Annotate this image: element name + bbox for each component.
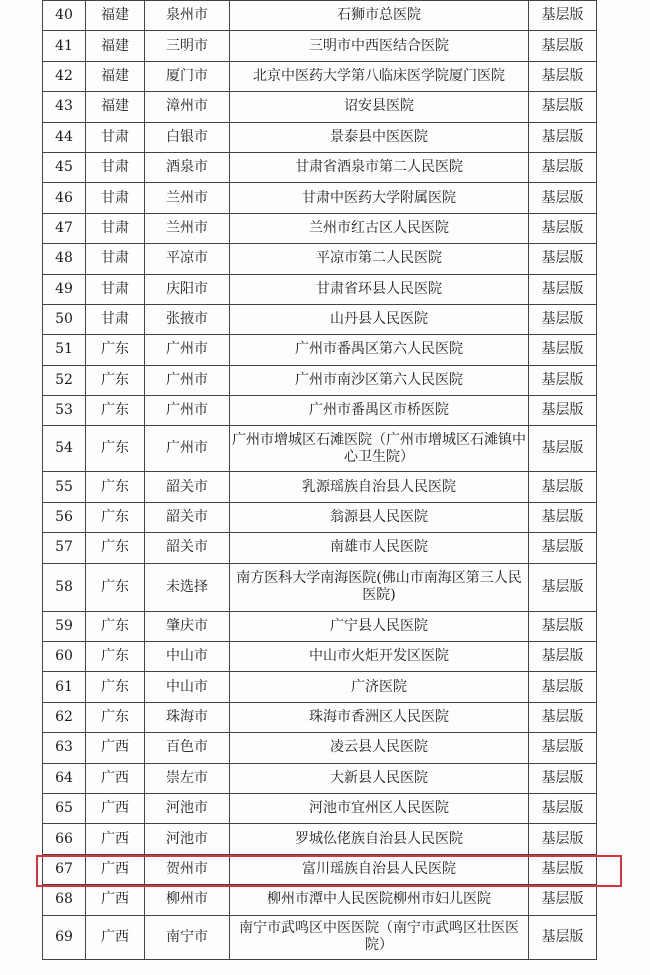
cell-province: 广西 [86, 885, 145, 915]
cell-province: 甘肃 [86, 183, 145, 213]
cell-version: 基层版 [529, 244, 597, 274]
table-row [43, 472, 597, 502]
cell-city: 河池市 [145, 793, 230, 823]
table-row [43, 335, 597, 365]
cell-hospital: 甘肃省环县人民医院 [230, 274, 529, 304]
cell-hospital: 平凉市第二人民医院 [230, 244, 529, 274]
table-row [43, 244, 597, 274]
cell-hospital: 兰州市红古区人民医院 [230, 213, 529, 243]
cell-hospital: 广州市增城区石滩医院（广州市增城区石滩镇中心卫生院） [230, 426, 529, 472]
cell-city: 兰州市 [145, 213, 230, 243]
cell-version: 基层版 [529, 563, 597, 611]
cell-no: 59 [43, 611, 86, 641]
cell-no: 69 [43, 915, 86, 959]
cell-city: 未选择 [145, 563, 230, 611]
cell-no: 63 [43, 733, 86, 763]
table-row [43, 426, 597, 472]
cell-version: 基层版 [529, 426, 597, 472]
cell-hospital: 北京中医药大学第八临床医学院厦门医院 [230, 61, 529, 91]
cell-city: 韶关市 [145, 533, 230, 563]
cell-city: 韶关市 [145, 472, 230, 502]
cell-province: 广东 [86, 502, 145, 532]
cell-no: 40 [43, 1, 86, 31]
cell-city: 广州市 [145, 396, 230, 426]
cell-version: 基层版 [529, 122, 597, 152]
table-row [43, 854, 597, 884]
cell-province: 福建 [86, 31, 145, 61]
cell-no: 67 [43, 854, 86, 884]
cell-province: 福建 [86, 1, 145, 31]
table-row [43, 92, 597, 122]
cell-no: 58 [43, 563, 86, 611]
table-row [43, 213, 597, 243]
table-row [43, 396, 597, 426]
cell-no: 65 [43, 793, 86, 823]
cell-version: 基层版 [529, 854, 597, 884]
cell-city: 庆阳市 [145, 274, 230, 304]
cell-no: 64 [43, 763, 86, 793]
cell-hospital: 广济医院 [230, 672, 529, 702]
cell-no: 47 [43, 213, 86, 243]
cell-no: 44 [43, 122, 86, 152]
table-row [43, 763, 597, 793]
cell-no: 57 [43, 533, 86, 563]
cell-no: 54 [43, 426, 86, 472]
cell-version: 基层版 [529, 472, 597, 502]
cell-hospital: 三明市中西医结合医院 [230, 31, 529, 61]
cell-no: 68 [43, 885, 86, 915]
cell-hospital: 景泰县中医医院 [230, 122, 529, 152]
cell-version: 基层版 [529, 92, 597, 122]
cell-version: 基层版 [529, 533, 597, 563]
table-row [43, 61, 597, 91]
cell-no: 56 [43, 502, 86, 532]
cell-no: 62 [43, 702, 86, 732]
cell-version: 基层版 [529, 502, 597, 532]
cell-hospital: 罗城仫佬族自治县人民医院 [230, 824, 529, 854]
table-row [43, 31, 597, 61]
table-row [43, 642, 597, 672]
cell-city: 崇左市 [145, 763, 230, 793]
cell-province: 广东 [86, 426, 145, 472]
cell-version: 基层版 [529, 61, 597, 91]
cell-version: 基层版 [529, 611, 597, 641]
table-row [43, 502, 597, 532]
table-row [43, 1, 597, 31]
cell-province: 广西 [86, 915, 145, 959]
cell-version: 基层版 [529, 824, 597, 854]
cell-province: 广东 [86, 642, 145, 672]
cell-province: 广东 [86, 672, 145, 702]
cell-province: 甘肃 [86, 244, 145, 274]
cell-province: 广东 [86, 611, 145, 641]
cell-no: 52 [43, 365, 86, 395]
cell-city: 肇庆市 [145, 611, 230, 641]
cell-hospital: 广州市南沙区第六人民医院 [230, 365, 529, 395]
cell-hospital: 南雄市人民医院 [230, 533, 529, 563]
cell-no: 43 [43, 92, 86, 122]
cell-no: 46 [43, 183, 86, 213]
cell-no: 41 [43, 31, 86, 61]
cell-city: 柳州市 [145, 885, 230, 915]
table-row [43, 672, 597, 702]
cell-city: 百色市 [145, 733, 230, 763]
cell-no: 51 [43, 335, 86, 365]
cell-province: 广东 [86, 365, 145, 395]
cell-city: 中山市 [145, 642, 230, 672]
cell-city: 厦门市 [145, 61, 230, 91]
cell-no: 60 [43, 642, 86, 672]
cell-province: 甘肃 [86, 274, 145, 304]
cell-version: 基层版 [529, 152, 597, 182]
cell-city: 贺州市 [145, 854, 230, 884]
cell-province: 广西 [86, 824, 145, 854]
cell-city: 广州市 [145, 335, 230, 365]
table-row [43, 885, 597, 915]
cell-version: 基层版 [529, 274, 597, 304]
cell-city: 广州市 [145, 365, 230, 395]
cell-hospital: 柳州市潭中人民医院柳州市妇儿医院 [230, 885, 529, 915]
cell-no: 42 [43, 61, 86, 91]
cell-version: 基层版 [529, 213, 597, 243]
cell-version: 基层版 [529, 885, 597, 915]
cell-version: 基层版 [529, 763, 597, 793]
cell-version: 基层版 [529, 1, 597, 31]
cell-province: 甘肃 [86, 213, 145, 243]
cell-city: 中山市 [145, 672, 230, 702]
cell-no: 49 [43, 274, 86, 304]
table-row [43, 702, 597, 732]
cell-no: 53 [43, 396, 86, 426]
cell-version: 基层版 [529, 733, 597, 763]
cell-no: 50 [43, 304, 86, 334]
cell-version: 基层版 [529, 793, 597, 823]
table-row [43, 793, 597, 823]
cell-no: 48 [43, 244, 86, 274]
cell-city: 平凉市 [145, 244, 230, 274]
table-row [43, 733, 597, 763]
table-row [43, 274, 597, 304]
cell-version: 基层版 [529, 672, 597, 702]
cell-city: 漳州市 [145, 92, 230, 122]
cell-city: 广州市 [145, 426, 230, 472]
table-row [43, 365, 597, 395]
table-row [43, 824, 597, 854]
cell-province: 福建 [86, 61, 145, 91]
cell-city: 南宁市 [145, 915, 230, 959]
cell-province: 广西 [86, 733, 145, 763]
cell-province: 甘肃 [86, 152, 145, 182]
table-row [43, 915, 597, 959]
cell-hospital: 中山市火炬开发区医院 [230, 642, 529, 672]
cell-no: 66 [43, 824, 86, 854]
cell-city: 泉州市 [145, 1, 230, 31]
cell-city: 张掖市 [145, 304, 230, 334]
table-row [43, 611, 597, 641]
cell-province: 福建 [86, 92, 145, 122]
cell-version: 基层版 [529, 31, 597, 61]
cell-city: 河池市 [145, 824, 230, 854]
cell-province: 广西 [86, 793, 145, 823]
hospital-table [42, 0, 597, 960]
cell-hospital: 大新县人民医院 [230, 763, 529, 793]
cell-province: 广东 [86, 335, 145, 365]
cell-hospital: 珠海市香洲区人民医院 [230, 702, 529, 732]
cell-city: 珠海市 [145, 702, 230, 732]
cell-hospital: 乳源瑶族自治县人民医院 [230, 472, 529, 502]
cell-hospital: 南宁市武鸣区中医医院（南宁市武鸣区壮医医院） [230, 915, 529, 959]
cell-hospital: 甘肃省酒泉市第二人民医院 [230, 152, 529, 182]
cell-province: 广东 [86, 472, 145, 502]
cell-hospital: 广州市番禺区第六人民医院 [230, 335, 529, 365]
cell-province: 广西 [86, 854, 145, 884]
cell-no: 45 [43, 152, 86, 182]
table-row [43, 533, 597, 563]
cell-hospital: 河池市宜州区人民医院 [230, 793, 529, 823]
cell-version: 基层版 [529, 335, 597, 365]
table-row [43, 152, 597, 182]
cell-city: 三明市 [145, 31, 230, 61]
table-row [43, 304, 597, 334]
cell-city: 韶关市 [145, 502, 230, 532]
cell-province: 广东 [86, 533, 145, 563]
table-row [43, 122, 597, 152]
cell-province: 广东 [86, 396, 145, 426]
cell-hospital: 山丹县人民医院 [230, 304, 529, 334]
cell-no: 61 [43, 672, 86, 702]
cell-hospital: 凌云县人民医院 [230, 733, 529, 763]
table-row [43, 563, 597, 611]
cell-version: 基层版 [529, 183, 597, 213]
cell-version: 基层版 [529, 702, 597, 732]
cell-province: 广西 [86, 763, 145, 793]
cell-province: 广东 [86, 563, 145, 611]
cell-version: 基层版 [529, 304, 597, 334]
cell-hospital: 南方医科大学南海医院(佛山市南海区第三人民医院) [230, 563, 529, 611]
cell-hospital: 石狮市总医院 [230, 1, 529, 31]
cell-province: 甘肃 [86, 304, 145, 334]
cell-province: 广东 [86, 702, 145, 732]
cell-version: 基层版 [529, 396, 597, 426]
cell-city: 酒泉市 [145, 152, 230, 182]
cell-hospital: 诏安县医院 [230, 92, 529, 122]
cell-hospital: 翁源县人民医院 [230, 502, 529, 532]
cell-hospital: 富川瑶族自治县人民医院 [230, 854, 529, 884]
cell-no: 55 [43, 472, 86, 502]
cell-hospital: 广州市番禺区市桥医院 [230, 396, 529, 426]
cell-province: 甘肃 [86, 122, 145, 152]
cell-version: 基层版 [529, 365, 597, 395]
table-row [43, 183, 597, 213]
cell-version: 基层版 [529, 915, 597, 959]
cell-hospital: 甘肃中医药大学附属医院 [230, 183, 529, 213]
cell-hospital: 广宁县人民医院 [230, 611, 529, 641]
cell-city: 白银市 [145, 122, 230, 152]
cell-version: 基层版 [529, 642, 597, 672]
cell-city: 兰州市 [145, 183, 230, 213]
